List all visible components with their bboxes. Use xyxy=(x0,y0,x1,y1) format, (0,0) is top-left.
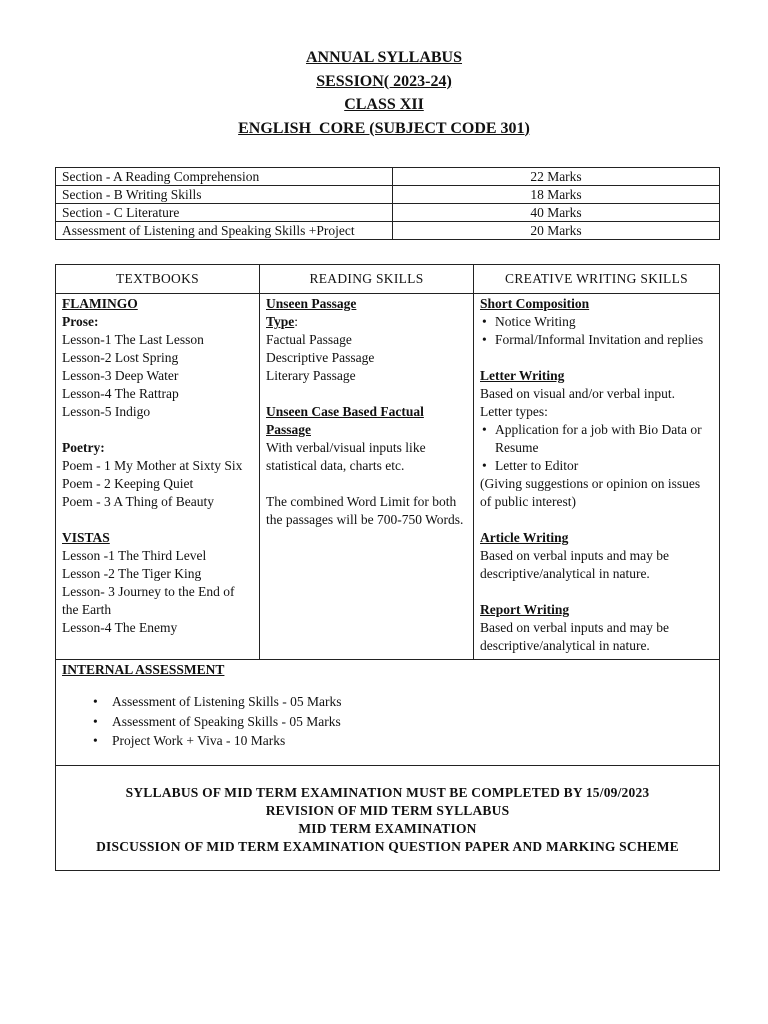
textbooks-cell xyxy=(56,294,260,660)
internal-assessment-cell xyxy=(56,660,720,766)
table-row xyxy=(56,168,720,186)
table-row xyxy=(56,222,720,240)
footer-line: SYLLABUS OF MID TERM EXAMINATION MUST BE COMPLETED BY 15/09/2023 xyxy=(125,784,650,800)
word-limit-text: The combined Word Limit for both the passages will be 700-750 Words. xyxy=(266,494,464,527)
syllabus-table xyxy=(55,264,720,871)
vistas-heading: VISTAS xyxy=(62,530,110,545)
list-item: Lesson -1 The Third Level xyxy=(62,548,207,563)
flamingo-heading: FLAMINGO xyxy=(62,296,138,311)
list-item: Poem - 2 Keeping Quiet xyxy=(62,476,194,491)
list-item: Factual Passage xyxy=(266,332,352,347)
footer-line: DISCUSSION OF MID TERM EXAMINATION QUESTION PAPER AND MARKING SCHEME xyxy=(96,838,679,854)
document-header xyxy=(0,46,768,140)
list-item: • Project Work + Viva - 10 Marks xyxy=(112,731,713,751)
type-colon: : xyxy=(294,314,299,329)
list-item: • Notice Writing xyxy=(495,313,713,331)
list-item: • Application for a job with Bio Data or Resume xyxy=(495,421,713,457)
letter-types-list xyxy=(480,421,713,475)
footer-line: MID TERM EXAMINATION xyxy=(298,820,477,836)
section-name: Assessment of Listening and Speaking Skills +Project xyxy=(56,222,393,240)
footer-cell xyxy=(56,765,720,870)
article-text: Based on verbal inputs and may be descriptive/analytical in nature. xyxy=(480,548,669,581)
creative-cell xyxy=(474,294,720,660)
footer-line: REVISION OF MID TERM SYLLABUS xyxy=(265,802,510,818)
section-marks: 22 Marks xyxy=(393,168,720,186)
reading-cell xyxy=(260,294,474,660)
col-header-creative: CREATIVE WRITING SKILLS xyxy=(474,265,720,294)
col-header-reading: READING SKILLS xyxy=(260,265,474,294)
list-item: • Formal/Informal Invitation and replies xyxy=(495,331,713,349)
list-item: Lesson-1 The Last Lesson xyxy=(62,332,204,347)
section-marks: 40 Marks xyxy=(393,204,720,222)
table-row xyxy=(56,186,720,204)
list-item: Literary Passage xyxy=(266,368,356,383)
article-writing-heading: Article Writing xyxy=(480,530,569,545)
poetry-label: Poetry: xyxy=(62,440,105,455)
list-item: • Letter to Editor xyxy=(495,457,713,475)
section-marks: 18 Marks xyxy=(393,186,720,204)
table-header-row xyxy=(56,265,720,294)
list-item: Lesson- 3 Journey to the End of the Earth xyxy=(62,584,235,617)
section-name: Section - C Literature xyxy=(56,204,393,222)
list-item: Lesson -2 The Tiger King xyxy=(62,566,202,581)
section-name: Section - A Reading Comprehension xyxy=(56,168,393,186)
list-item: Lesson-4 The Enemy xyxy=(62,620,178,635)
col-header-textbooks: TEXTBOOKS xyxy=(56,265,260,294)
doc-subject: ENGLISH CORE (SUBJECT CODE 301) xyxy=(238,119,530,137)
internal-assessment-list xyxy=(62,692,713,751)
short-composition-heading: Short Composition xyxy=(480,296,590,311)
letter-note: (Giving suggestions or opinion on issues of public interest) xyxy=(480,476,701,509)
letter-text: Based on visual and/or verbal input. xyxy=(480,386,675,401)
doc-session: SESSION( 2023-24) xyxy=(316,72,452,90)
doc-class: CLASS XII xyxy=(344,96,424,113)
case-based-heading: Unseen Case Based Factual Passage xyxy=(266,404,424,437)
list-item: Lesson-4 The Rattrap xyxy=(62,386,179,401)
type-label: Type xyxy=(266,314,295,329)
prose-label: Prose: xyxy=(62,314,99,329)
internal-assessment-heading: INTERNAL ASSESSMENT xyxy=(62,662,225,677)
list-item: Poem - 1 My Mother at Sixty Six xyxy=(62,458,243,473)
table-row xyxy=(56,294,720,660)
letter-types-label: Letter types: xyxy=(480,404,548,419)
list-item: • Assessment of Listening Skills - 05 Marks xyxy=(112,692,713,712)
list-item: Lesson-5 Indigo xyxy=(62,404,151,419)
table-row xyxy=(56,660,720,766)
letter-writing-heading: Letter Writing xyxy=(480,368,565,383)
list-item: Lesson-2 Lost Spring xyxy=(62,350,179,365)
doc-title: ANNUAL SYLLABUS xyxy=(305,49,463,66)
list-item: Poem - 3 A Thing of Beauty xyxy=(62,494,214,509)
case-based-text: With verbal/visual inputs like statistical data, charts etc. xyxy=(266,440,426,473)
report-text: Based on verbal inputs and may be descriptive/analytical in nature. xyxy=(480,620,669,653)
table-row xyxy=(56,765,720,870)
list-item: Descriptive Passage xyxy=(266,350,375,365)
section-name: Section - B Writing Skills xyxy=(56,186,393,204)
short-composition-list xyxy=(480,313,713,349)
list-item: Lesson-3 Deep Water xyxy=(62,368,179,383)
marks-table xyxy=(55,167,720,240)
table-row xyxy=(56,204,720,222)
list-item: • Assessment of Speaking Skills - 05 Marks xyxy=(112,712,713,732)
report-writing-heading: Report Writing xyxy=(480,602,570,617)
section-marks: 20 Marks xyxy=(393,222,720,240)
unseen-passage-heading: Unseen Passage xyxy=(266,296,357,311)
